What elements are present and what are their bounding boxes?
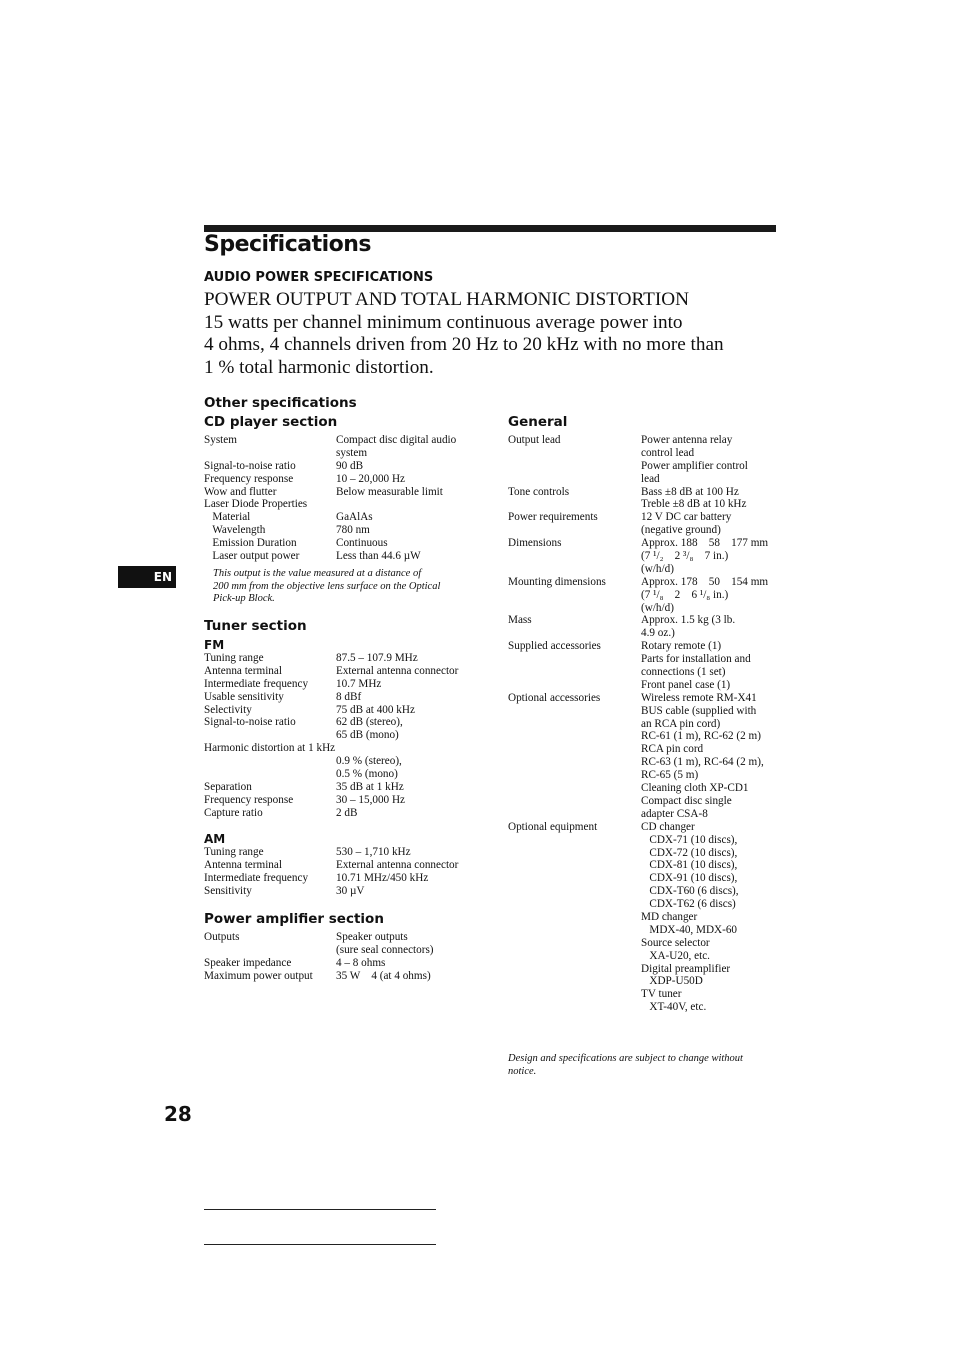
spec-row: [508, 859, 788, 872]
spec-value: CDX-T62 (6 discs): [641, 898, 736, 911]
spec-row: [204, 447, 494, 460]
spec-label: Frequency response: [204, 472, 294, 485]
spec-value: (7 ¹/₂ 2 ³/₈ 7 in.): [641, 550, 729, 563]
spec-row: [508, 498, 788, 511]
spec-value: 2 dB: [336, 806, 358, 819]
amp-spec-list: [204, 931, 494, 983]
spec-value: control lead: [641, 446, 695, 459]
spec-value: 12 V DC car battery: [641, 511, 732, 524]
spec-label: Outputs: [204, 931, 240, 943]
spec-row: [508, 653, 788, 666]
spec-value: (negative ground): [641, 524, 721, 537]
spec-row: [204, 524, 494, 537]
spec-label: Power requirements: [508, 511, 598, 524]
tuner-section-heading: Tuner section: [204, 618, 307, 634]
spec-label: Capture ratio: [204, 806, 263, 819]
spec-label: Tone controls: [508, 485, 570, 498]
spec-row: [508, 563, 788, 576]
spec-value: system: [336, 446, 368, 459]
spec-row: [204, 781, 494, 794]
language-tab: EN: [118, 566, 176, 588]
spec-row: [204, 846, 494, 859]
spec-value: Rotary remote (1): [641, 640, 722, 653]
spec-value: 0.9 % (stereo),: [336, 755, 402, 768]
spec-value: Approx. 188 58 177 mm: [641, 537, 769, 550]
spec-row: [508, 589, 788, 602]
spec-value: Speaker outputs: [336, 931, 408, 943]
spec-value: 780 nm: [336, 524, 370, 537]
spec-value: XDP-U50D: [641, 975, 703, 988]
spec-row: [204, 486, 494, 499]
spec-value: 0.5 % (mono): [336, 768, 398, 781]
spec-label: Mass: [508, 614, 532, 627]
spec-value: 10 – 20,000 Hz: [336, 472, 405, 485]
spec-row: [204, 729, 494, 742]
fm-label: FM: [204, 638, 225, 652]
spec-row: [204, 434, 494, 447]
note-line: Pick-up Block.: [213, 593, 275, 604]
spec-value: adapter CSA-8: [641, 807, 708, 820]
spec-row: [508, 486, 788, 499]
power-output-statement: [204, 289, 784, 379]
spec-value: CDX-71 (10 discs),: [641, 833, 738, 846]
spec-value: 530 – 1,710 kHz: [336, 846, 411, 858]
spec-label: Intermediate frequency: [204, 677, 309, 690]
spec-row: [204, 872, 494, 885]
spec-label: Optional equipment: [508, 820, 598, 833]
spec-row: [204, 768, 494, 781]
spec-row: [204, 550, 494, 563]
spec-row: [204, 704, 494, 717]
spec-value: Power antenna relay: [641, 434, 733, 446]
spec-row: [508, 718, 788, 731]
spec-row: [508, 705, 788, 718]
spec-value: 10.7 MHz: [336, 677, 382, 690]
spec-row: [204, 859, 494, 872]
spec-value: 90 dB: [336, 459, 364, 472]
spec-label: Material: [204, 511, 251, 524]
spec-row: [204, 498, 494, 511]
spec-value: External antenna connector: [336, 858, 459, 871]
spec-row: [508, 782, 788, 795]
spec-row: [508, 963, 788, 976]
spec-row: [204, 473, 494, 486]
spec-label: Usable sensitivity: [204, 690, 284, 703]
spec-label: Antenna terminal: [204, 858, 282, 871]
spec-row: [204, 537, 494, 550]
spec-label: Tuning range: [204, 652, 264, 664]
spec-label: Mounting dimensions: [508, 575, 606, 588]
spec-row: [508, 460, 788, 473]
spec-label: Supplied accessories: [508, 640, 601, 653]
spec-label: Dimensions: [508, 537, 562, 550]
blank-line: [204, 1209, 436, 1210]
cd-spec-list: [204, 434, 494, 563]
spec-value: 4.9 oz.): [641, 627, 675, 640]
spec-label: Output lead: [508, 434, 561, 446]
page-number: 28: [164, 1102, 192, 1126]
spec-row: [508, 511, 788, 524]
spec-value: External antenna connector: [336, 664, 459, 677]
spec-row: [204, 652, 494, 665]
amp-section-heading: Power amplifier section: [204, 911, 384, 927]
spec-label: Optional accessories: [508, 691, 601, 704]
spec-value: Compact disc digital audio: [336, 434, 457, 446]
spec-row: [508, 950, 788, 963]
blank-line: [204, 1244, 436, 1245]
spec-value: Power amplifier control: [641, 459, 748, 472]
spec-value: CDX-72 (10 discs),: [641, 846, 738, 859]
spec-row: [204, 460, 494, 473]
spec-value: Approx. 1.5 kg (3 lb.: [641, 614, 736, 627]
spec-row: [508, 847, 788, 860]
am-spec-list: [204, 846, 494, 898]
spec-row: [508, 808, 788, 821]
spec-row: [508, 924, 788, 937]
spec-value: MDX-40, MDX-60: [641, 923, 738, 936]
spec-label: Wavelength: [204, 524, 266, 537]
spec-row: [204, 678, 494, 691]
spec-row: [508, 872, 788, 885]
spec-row: [204, 716, 494, 729]
spec-label: Signal-to-noise ratio: [204, 716, 296, 729]
spec-value: (w/h/d): [641, 601, 674, 614]
spec-value: TV tuner: [641, 988, 682, 1001]
cd-section-heading: CD player section: [204, 414, 338, 430]
spec-label: Frequency response: [204, 793, 294, 806]
spec-value: 35 W 4 (at 4 ohms): [336, 969, 431, 982]
spec-label: Maximum power output: [204, 969, 313, 982]
spec-value: GaAlAs: [336, 511, 373, 524]
spec-value: (sure seal connectors): [336, 943, 434, 956]
spec-label: Selectivity: [204, 703, 252, 716]
spec-row: [508, 447, 788, 460]
spec-row: [508, 524, 788, 537]
spec-value: RC-61 (1 m), RC-62 (2 m): [641, 730, 761, 743]
spec-value: 30 – 15,000 Hz: [336, 793, 405, 806]
spec-row: [508, 614, 788, 627]
spec-row: [204, 742, 494, 755]
spec-value: RC-63 (1 m), RC-64 (2 m),: [641, 756, 764, 769]
spec-value: (7 ¹/₈ 2 6 ¹/₈ in.): [641, 588, 729, 601]
spec-value: CDX-T60 (6 discs),: [641, 885, 739, 898]
spec-value: 75 dB at 400 kHz: [336, 703, 415, 716]
spec-value: Less than 44.6 µW: [336, 550, 421, 563]
spec-label: Tuning range: [204, 846, 264, 858]
spec-row: [204, 807, 494, 820]
fm-spec-list: [204, 652, 494, 820]
spec-value: 30 µV: [336, 884, 365, 897]
spec-row: [204, 691, 494, 704]
spec-value: CDX-91 (10 discs),: [641, 872, 738, 885]
am-label: AM: [204, 832, 226, 846]
spec-value: 65 dB (mono): [336, 729, 399, 742]
spec-row: [204, 957, 494, 970]
spec-value: XA-U20, etc.: [641, 949, 710, 962]
spec-row: [204, 511, 494, 524]
spec-row: [508, 795, 788, 808]
note-line: 200 mm from the objective lens surface on the Optical: [213, 580, 441, 592]
spec-row: [508, 550, 788, 563]
spec-row: [508, 434, 788, 447]
spec-value: an RCA pin cord): [641, 717, 721, 730]
spec-value: CDX-81 (10 discs),: [641, 859, 738, 872]
spec-value: 8 dBf: [336, 690, 362, 703]
spec-value: RC-65 (5 m): [641, 769, 699, 782]
spec-row: [508, 730, 788, 743]
spec-label: Antenna terminal: [204, 664, 282, 677]
spec-label: Laser output power: [204, 550, 300, 563]
spec-row: [508, 834, 788, 847]
spec-row: [508, 576, 788, 589]
spec-value: RCA pin cord: [641, 743, 704, 756]
spec-row: [508, 473, 788, 486]
spec-label: Emission Duration: [204, 537, 297, 550]
power-line: 4 ohms, 4 channels driven from 20 Hz to 20 kHz with no more than: [204, 334, 724, 355]
spec-label: Signal-to-noise ratio: [204, 459, 296, 472]
spec-row: [508, 743, 788, 756]
spec-label: Speaker impedance: [204, 956, 292, 969]
note-line: Design and specifications are subject to change without: [508, 1053, 743, 1064]
spec-row: [508, 666, 788, 679]
spec-row: [204, 931, 494, 944]
spec-value: connections (1 set): [641, 666, 726, 679]
spec-label: Intermediate frequency: [204, 871, 309, 884]
spec-value: CD changer: [641, 820, 695, 833]
note-line: This output is the value measured at a distance of: [213, 568, 422, 579]
spec-value: Source selector: [641, 936, 710, 949]
spec-value: Bass ±8 dB at 100 Hz: [641, 485, 739, 498]
spec-value: lead: [641, 472, 660, 485]
general-spec-list: [508, 434, 788, 1014]
spec-value: 87.5 – 107.9 MHz: [336, 652, 418, 664]
spec-row: [508, 627, 788, 640]
spec-value: Wireless remote RM-X41: [641, 691, 757, 704]
spec-row: [508, 937, 788, 950]
spec-row: [204, 755, 494, 768]
spec-label: Harmonic distortion at 1 kHz: [204, 742, 336, 755]
spec-value: Approx. 178 50 154 mm: [641, 575, 769, 588]
power-line: 15 watts per channel minimum continuous average power into: [204, 311, 683, 333]
spec-value: 4 – 8 ohms: [336, 956, 386, 969]
spec-value: XT-40V, etc.: [641, 1001, 707, 1014]
spec-value: Compact disc single: [641, 794, 732, 807]
spec-value: Below measurable limit: [336, 485, 443, 498]
general-section-heading: General: [508, 414, 568, 430]
spec-row: [204, 970, 494, 983]
spec-value: Front panel case (1): [641, 678, 731, 691]
spec-row: [508, 537, 788, 550]
spec-row: [508, 679, 788, 692]
spec-row: [508, 692, 788, 705]
other-specs-heading: Other specifications: [204, 395, 357, 411]
spec-row: [508, 885, 788, 898]
spec-label: Laser Diode Properties: [204, 498, 308, 511]
power-line: 1 % total harmonic distortion.: [204, 356, 434, 378]
spec-value: 35 dB at 1 kHz: [336, 780, 404, 793]
spec-value: 10.71 MHz/450 kHz: [336, 871, 429, 884]
spec-row: [204, 944, 494, 957]
spec-row: [508, 1001, 788, 1014]
title-rule: [204, 225, 776, 232]
spec-row: [204, 794, 494, 807]
spec-value: Treble ±8 dB at 10 kHz: [641, 498, 747, 511]
spec-row: [508, 756, 788, 769]
spec-value: MD changer: [641, 910, 698, 923]
spec-value: Cleaning cloth XP-CD1: [641, 782, 749, 795]
spec-value: BUS cable (supplied with: [641, 704, 757, 717]
spec-row: [508, 640, 788, 653]
power-line: POWER OUTPUT AND TOTAL HARMONIC DISTORTION: [204, 289, 690, 310]
spec-row: [508, 602, 788, 615]
spec-value: Digital preamplifier: [641, 962, 731, 975]
spec-value: (w/h/d): [641, 562, 674, 575]
spec-row: [508, 975, 788, 988]
laser-note: [213, 568, 440, 606]
page-title: Specifications: [204, 232, 372, 257]
spec-label: Separation: [204, 780, 252, 793]
spec-row: [508, 769, 788, 782]
spec-label: Sensitivity: [204, 884, 252, 897]
spec-label: Wow and flutter: [204, 485, 277, 498]
change-notice: [508, 1053, 743, 1078]
spec-row: [204, 665, 494, 678]
spec-value: 62 dB (stereo),: [336, 716, 403, 729]
note-line: notice.: [508, 1065, 537, 1077]
spec-value: Parts for installation and: [641, 653, 751, 666]
spec-row: [508, 911, 788, 924]
audio-power-heading: AUDIO POWER SPECIFICATIONS: [204, 270, 434, 285]
spec-label: System: [204, 434, 237, 446]
spec-value: Continuous: [336, 537, 388, 550]
spec-row: [204, 885, 494, 898]
spec-row: [508, 898, 788, 911]
spec-row: [508, 821, 788, 834]
spec-row: [508, 988, 788, 1001]
